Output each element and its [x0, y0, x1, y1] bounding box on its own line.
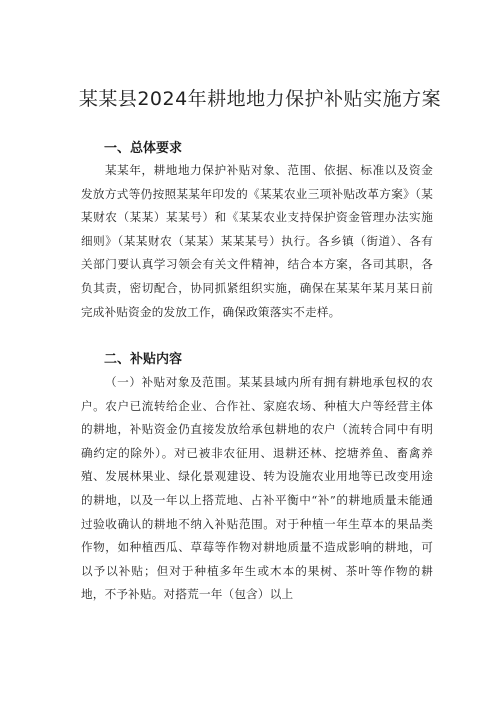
document-title: 某某县2024年耕地地力保护补贴实施方案	[78, 88, 442, 110]
section-heading-subsidy-content: 二、补贴内容	[104, 352, 183, 367]
section-heading-general-requirements: 一、总体要求	[104, 141, 183, 156]
section-paragraph-subsidy-content: （一）补贴对象及范围。某某县域内所有拥有耕地承包权的农户。农户已流转给企业、合作社、家庭农场、种植大户等经营主体的耕地，补贴资金仍直接发放给承包耕地的农户（流转合同中有明确约定的除外）。对已被非农征用、退耕还林、挖塘养鱼、畜禽养殖、发展林果业、绿化景观建设、转为设施农业用地等已改变用途的耕地，以及一年以上搭荒地、占补平衡中“补”的耕地质量未能通过验收确认的耕地不纳入补贴范围。对于种植一年生草本的果品类作物，如种植西瓜、草莓等作物对耕地质量不造成影响的耕地，可以予以补贴；但对于种植多年生或木本的果树、茶叶等作物的耕地，不予补贴。对搭荒一年（包含）以上	[81, 375, 433, 602]
section-paragraph-general-requirements: 某某年，耕地地力保护补贴对象、范围、依据、标准以及资金发放方式等仍按照某某年印发的《某某农业三项补贴改革方案》（某某财农（某某）某某号）和《某某农业支持保护资金管理办法实施细则》（某某财农（某某）某某某号）执行。各乡镇（街道）、各有关部门要认真学习领会有关文件精神，结合本方案，各司其职，各负其责，密切配合，协同抓紧组织实施，确保在某某年某月某日前完成补贴资金的发放工作，确保政策落实不走样。	[81, 163, 433, 319]
